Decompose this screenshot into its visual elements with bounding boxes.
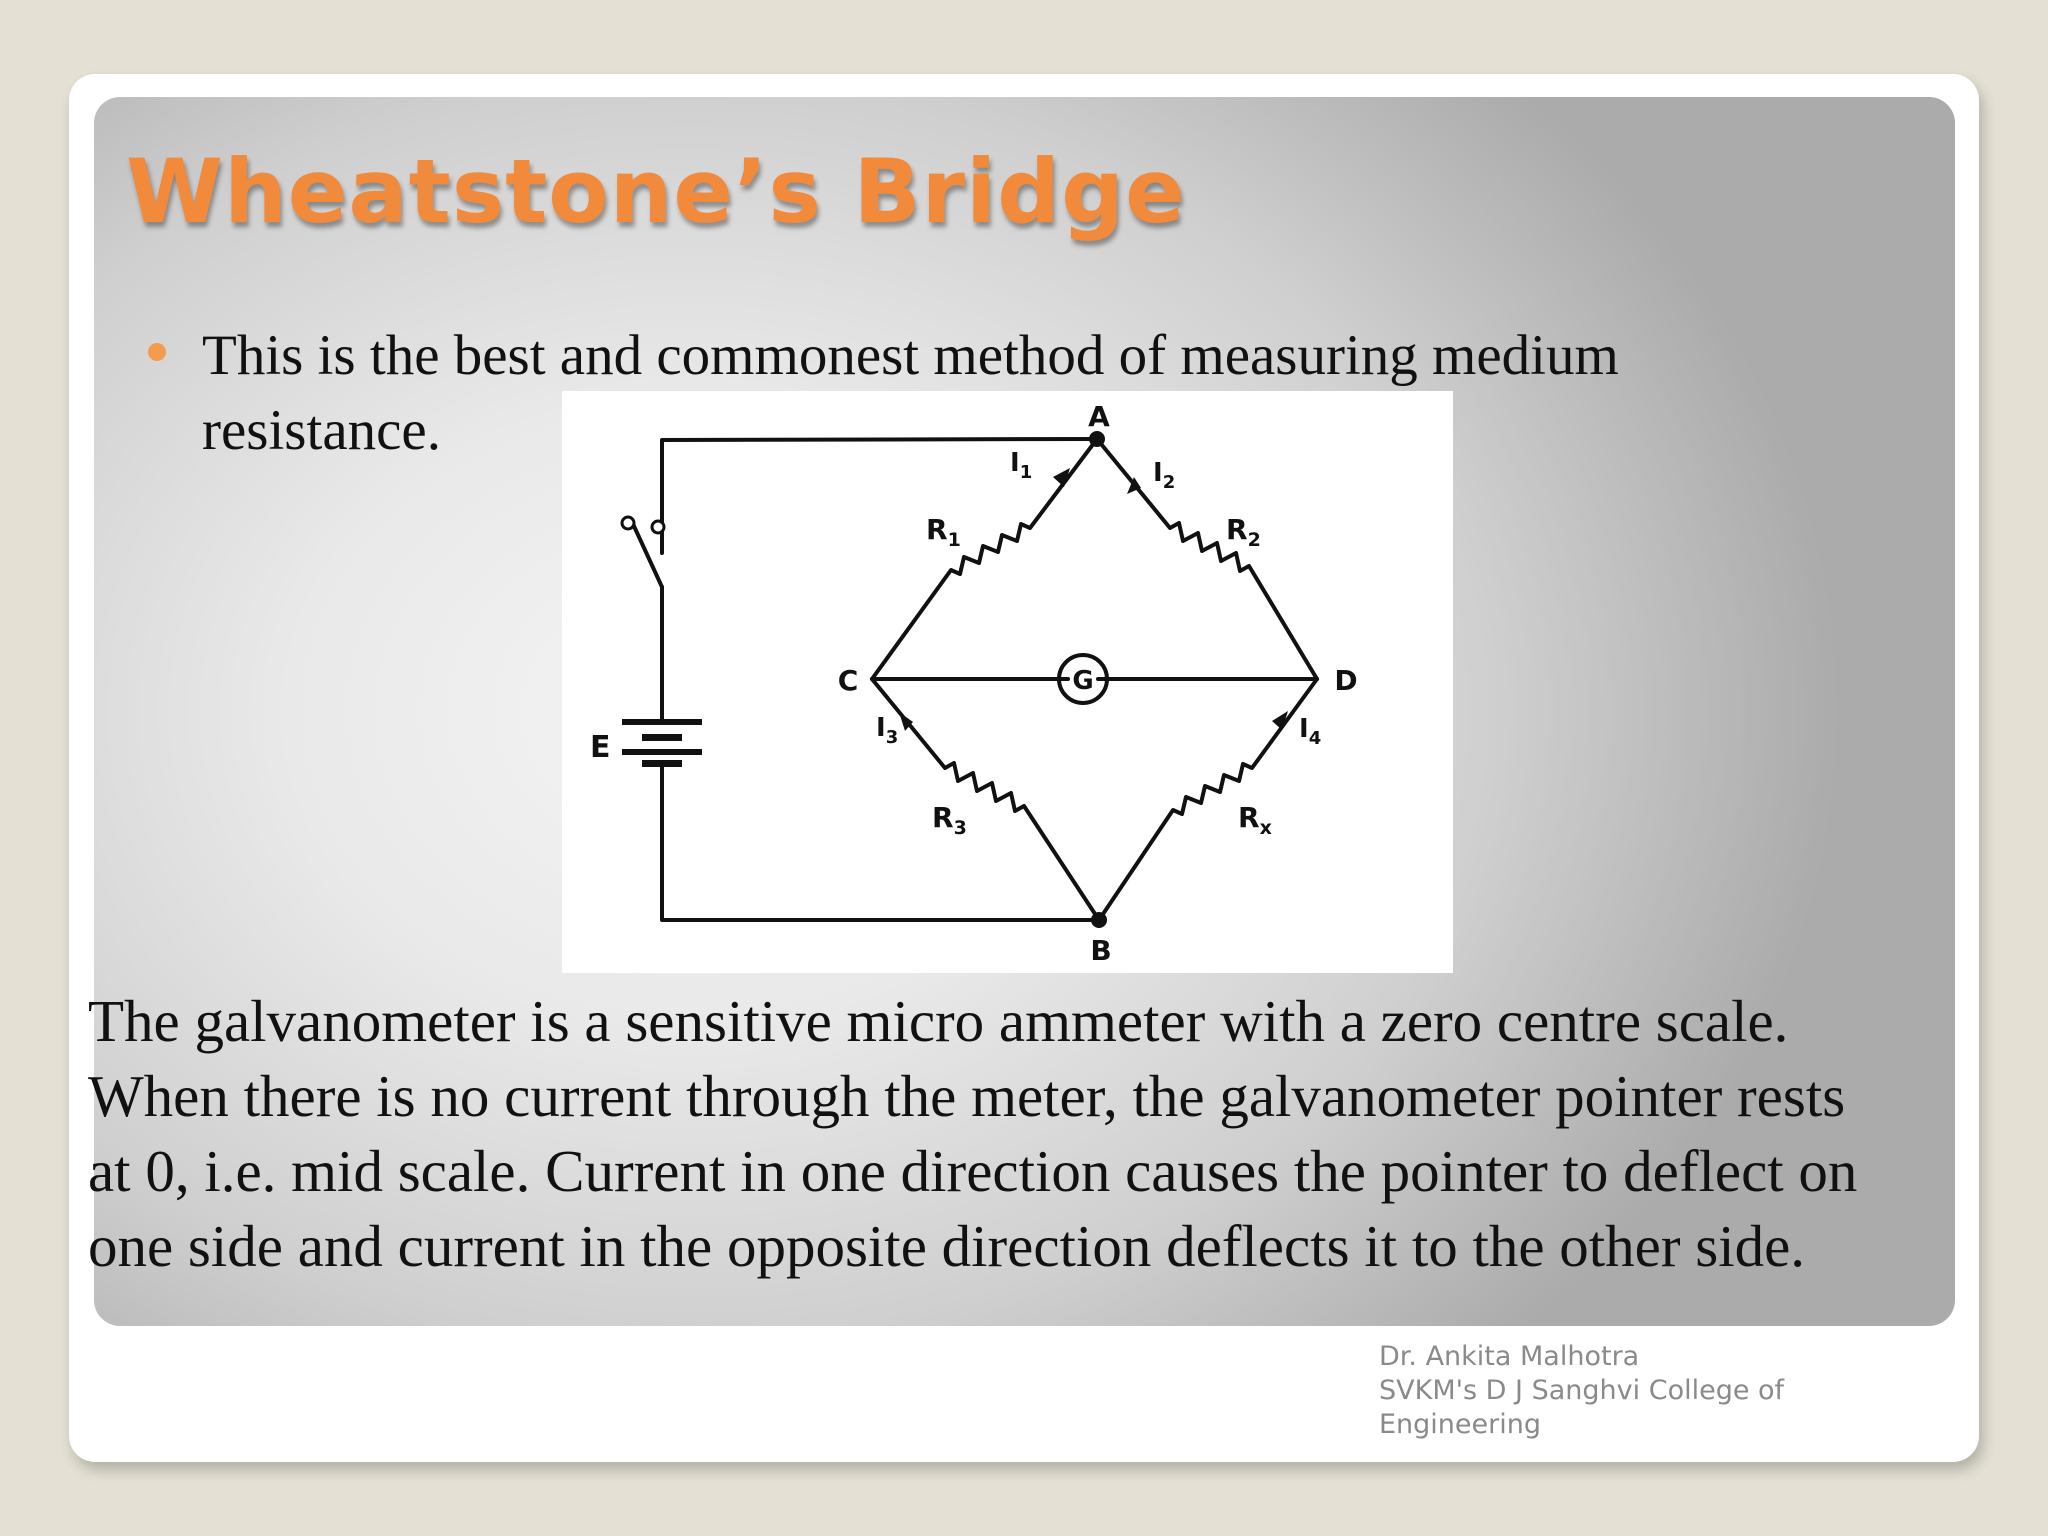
battery-icon [622, 719, 702, 767]
body-line-3: at 0, i.e. mid scale. Current in one direction causes the pointer to deflect on [88, 1138, 1858, 1204]
wire-bottom [662, 766, 1099, 920]
bullet-dot-icon [148, 343, 166, 361]
node-dot-b [1091, 912, 1107, 928]
wheatstone-bridge-diagram [562, 391, 1453, 973]
arm-c-b-resistor-r3 [872, 679, 1099, 920]
wire-top [662, 439, 1097, 553]
node-label-b: B [1090, 934, 1112, 967]
galvanometer-label: G [1072, 666, 1094, 696]
current-label-i1: $I_1$ [1010, 448, 1033, 483]
body-line-4: one side and current in the opposite direction deflects it to the other side. [88, 1213, 1806, 1279]
slide-footer [1379, 1340, 1784, 1442]
current-label-i4: $I_4$ [1299, 714, 1322, 749]
body-line-2: When there is no current through the meter, the galvanometer pointer rests [88, 1063, 1846, 1129]
resistor-label-rx: $R_x$ [1238, 801, 1272, 839]
current-label-i3: $I_3$ [876, 713, 899, 748]
footer-institution-line-1: SVKM's D J Sanghvi College of [1379, 1375, 1785, 1406]
switch-terminal-right [652, 521, 664, 533]
slide-title: Wheatstone’s Bridge [126, 140, 1186, 243]
resistor-label-r3: $R_3$ [932, 801, 967, 839]
current-label-i2: $I_2$ [1153, 458, 1176, 493]
resistor-label-r1: $R_1$ [926, 513, 961, 551]
source-label-e: E [590, 730, 611, 765]
node-label-a: A [1088, 400, 1110, 433]
circuit-svg [562, 391, 1453, 973]
arm-a-d-resistor-r2 [1097, 439, 1317, 679]
bullet-text: This is the best and commonest method of measuring medium resistance. [202, 324, 1619, 462]
footer-institution-line-2: Engineering [1379, 1409, 1541, 1440]
body-line-1: The galvanometer is a sensitive micro ammeter with a zero centre scale. [88, 988, 1789, 1054]
node-label-d: D [1334, 664, 1358, 697]
switch-terminal-left [622, 517, 634, 529]
node-label-c: C [837, 664, 859, 697]
footer-author: Dr. Ankita Malhotra [1379, 1341, 1640, 1372]
resistor-label-r2: $R_2$ [1226, 513, 1261, 551]
node-dot-a [1089, 431, 1105, 447]
galvanometer-description [88, 984, 1988, 1284]
